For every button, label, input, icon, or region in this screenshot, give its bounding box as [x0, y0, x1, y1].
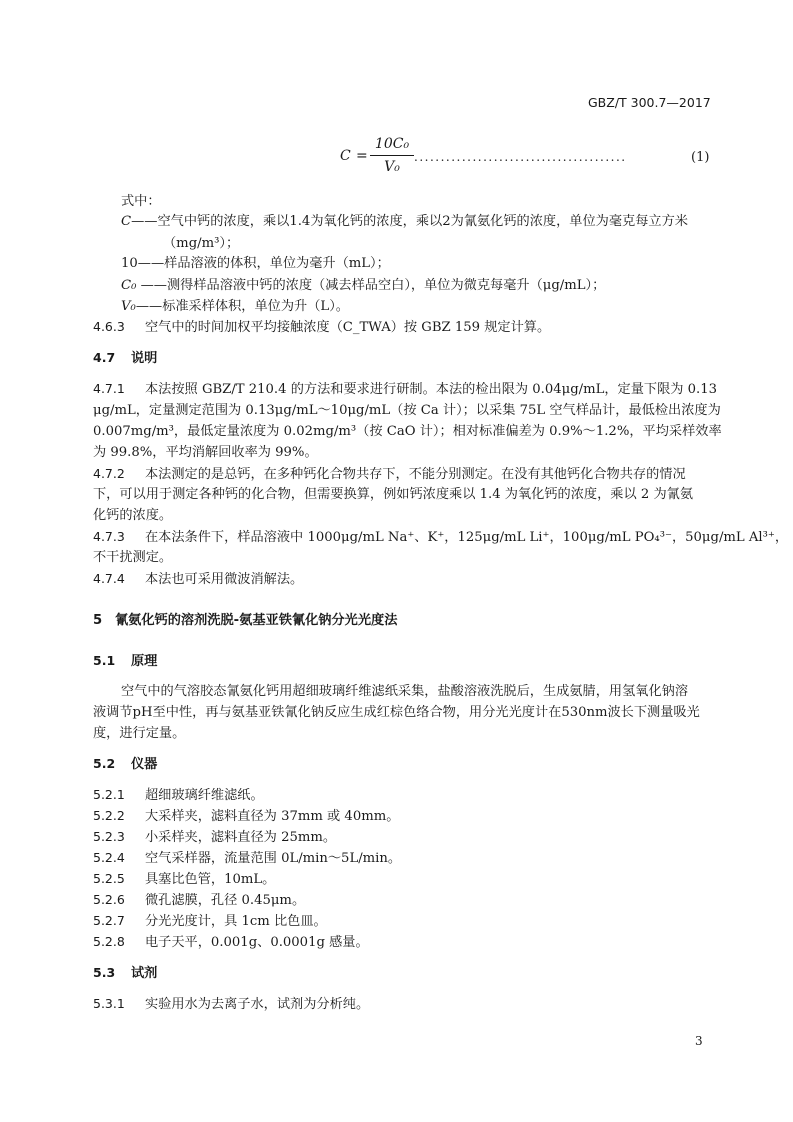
- heading-5-3: [93, 962, 157, 981]
- where-item-c-text: ——空气中钙的浓度，乘以1.4为氧化钙的浓度，乘以2为氰氨化钙的浓度，单位为毫克每立方米: [131, 214, 688, 229]
- clause-4-7-1-line-1: [93, 378, 717, 401]
- where-item-c0-text: ——测得样品溶液中钙的浓度（减去样品空白），单位为微克每毫升（μg/mL）；: [136, 278, 606, 293]
- clause-number: 4.7.3: [93, 529, 125, 544]
- item-text: 电子天平，0.001g、0.0001g 感量。: [145, 935, 369, 950]
- item-number: 5.2.3: [93, 829, 125, 844]
- heading-5: [93, 609, 397, 628]
- heading-number: 5: [93, 613, 103, 628]
- item-text: 分光光度计，具 1cm 比色皿。: [145, 914, 327, 929]
- where-item-c-continued: （mg/m³）；: [163, 236, 240, 251]
- clause-number: 4.7.4: [93, 571, 125, 586]
- instrument-item: [93, 784, 264, 807]
- principle-line-3: 度，进行定量。: [93, 726, 186, 741]
- symbol-c0: C₀: [121, 278, 137, 293]
- where-item-c: [121, 211, 688, 233]
- clause-5-3-1: [93, 993, 369, 1016]
- where-item-v0: [121, 296, 349, 318]
- clause-number: 4.7.1: [93, 381, 125, 396]
- clause-4-7-4: [93, 568, 303, 591]
- heading-title: 氰氨化钙的溶剂洗脱-氨基亚铁氰化钠分光光度法: [115, 613, 398, 628]
- clause-text: 实验用水为去离子水，试剂为分析纯。: [145, 997, 370, 1012]
- clause-4-7-2-line-3: 化钙的浓度。: [93, 508, 173, 523]
- symbol-v0: V₀: [121, 299, 136, 314]
- clause-number: 4.6.3: [93, 319, 125, 334]
- item-number: 5.2.8: [93, 934, 125, 949]
- heading-title: 仪器: [131, 757, 158, 772]
- principle-line-2: 液调节pH至中性，再与氨基亚铁氰化钠反应生成红棕色络合物，用分光光度计在530nm波长下测量吸光: [93, 705, 700, 720]
- clause-text: 本法按照 GBZ/T 210.4 的方法和要求进行研制。本法的检出限为 0.04μg/mL，定量下限为 0.13: [145, 382, 718, 397]
- clause-text: 本法也可采用微波消解法。: [145, 572, 304, 587]
- heading-title: 说明: [131, 351, 158, 366]
- heading-4-7: [93, 347, 157, 366]
- instrument-item: [93, 889, 305, 912]
- formula-leader-dots: ........................................: [414, 150, 627, 164]
- item-number: 5.2.5: [93, 871, 125, 886]
- instrument-item: [93, 847, 401, 870]
- heading-number: 5.2: [93, 756, 116, 771]
- item-number: 5.2.6: [93, 892, 125, 907]
- where-item-c0: [121, 275, 605, 297]
- principle-line-1: 空气中的气溶胶态氰氨化钙用超细玻璃纤维滤纸采集，盐酸溶液洗脱后，生成氨腈，用氢氧化钠溶: [121, 684, 689, 699]
- heading-title: 试剂: [131, 966, 158, 981]
- instrument-item: [93, 826, 336, 849]
- item-number: 5.2.1: [93, 787, 125, 802]
- fraction-bar: [370, 155, 414, 156]
- item-text: 超细玻璃纤维滤纸。: [145, 788, 264, 803]
- formula-numerator: 10C₀: [374, 136, 410, 152]
- item-text: 小采样夹，滤料直径为 25mm。: [145, 830, 337, 845]
- clause-4-7-1-line-2: μg/mL，定量测定范围为 0.13μg/mL～10μg/mL（按 Ca 计）；以采集 75L 空气样品计，最低检出浓度为: [93, 403, 721, 418]
- symbol-10: 10: [121, 256, 138, 271]
- clause-number: 5.3.1: [93, 996, 125, 1011]
- item-number: 5.2.2: [93, 808, 125, 823]
- formula-equals: =: [356, 148, 368, 164]
- heading-5-1: [93, 650, 157, 669]
- where-intro: 式中：: [121, 194, 161, 209]
- item-text: 微孔滤膜，孔径 0.45μm。: [145, 893, 306, 908]
- item-number: 5.2.7: [93, 913, 125, 928]
- where-item-10: [121, 253, 390, 275]
- clause-text: 在本法条件下，样品溶液中 1000μg/mL Na⁺、K⁺，125μg/mL Li⁺，100μg/mL PO₄³⁻，50μg/mL Al³⁺，: [145, 530, 789, 545]
- heading-title: 原理: [131, 654, 158, 669]
- item-text: 空气采样器，流量范围 0L/min～5L/min。: [145, 851, 402, 866]
- clause-4-6-3: [93, 316, 550, 339]
- clause-4-7-3-line-2: 不干扰测定。: [93, 550, 173, 565]
- where-item-10-text: ——样品溶液的体积，单位为毫升（mL）；: [137, 256, 390, 271]
- item-text: 具塞比色管，10mL。: [145, 872, 276, 887]
- clause-4-7-2-line-2: 下，可以用于测定各种钙的化合物，但需要换算，例如钙浓度乘以 1.4 为氧化钙的浓度，乘以 2 为氰氨: [93, 487, 694, 502]
- clause-text: 空气中的时间加权平均接触浓度（C_TWA）按 GBZ 159 规定计算。: [145, 320, 551, 335]
- formula-denominator: V₀: [384, 159, 400, 175]
- instrument-item: [93, 805, 399, 828]
- clause-text: 本法测定的是总钙，在多种钙化合物共存下，不能分别测定。在没有其他钙化合物共存的情况: [145, 467, 686, 482]
- formula-fraction: [370, 136, 414, 175]
- instrument-item: [93, 868, 275, 891]
- where-item-v0-text: ——标准采样体积，单位为升（L）。: [135, 299, 349, 314]
- formula-lhs: C: [340, 148, 351, 164]
- standard-number: GBZ/T 300.7—2017: [588, 95, 711, 110]
- item-number: 5.2.4: [93, 850, 125, 865]
- page-number: 3: [695, 1034, 703, 1048]
- instrument-item: [93, 910, 327, 933]
- clause-4-7-3-line-1: [93, 526, 788, 549]
- item-text: 大采样夹，滤料直径为 37mm 或 40mm。: [145, 809, 400, 824]
- clause-4-7-1-line-4: 为 99.8%，平均消解回收率为 99%。: [93, 445, 318, 460]
- clause-4-7-2-line-1: [93, 463, 686, 486]
- heading-number: 5.1: [93, 653, 116, 668]
- symbol-c: C: [121, 214, 132, 229]
- heading-number: 5.3: [93, 965, 116, 980]
- heading-5-2: [93, 753, 157, 772]
- instrument-item: [93, 931, 369, 954]
- formula-number: (1): [691, 150, 710, 165]
- clause-number: 4.7.2: [93, 466, 125, 481]
- heading-number: 4.7: [93, 350, 116, 365]
- clause-4-7-1-line-3: 0.007mg/m³，最低定量浓度为 0.02mg/m³（按 CaO 计）；相对标准偏差为 0.9%～1.2%，平均采样效率: [93, 424, 722, 439]
